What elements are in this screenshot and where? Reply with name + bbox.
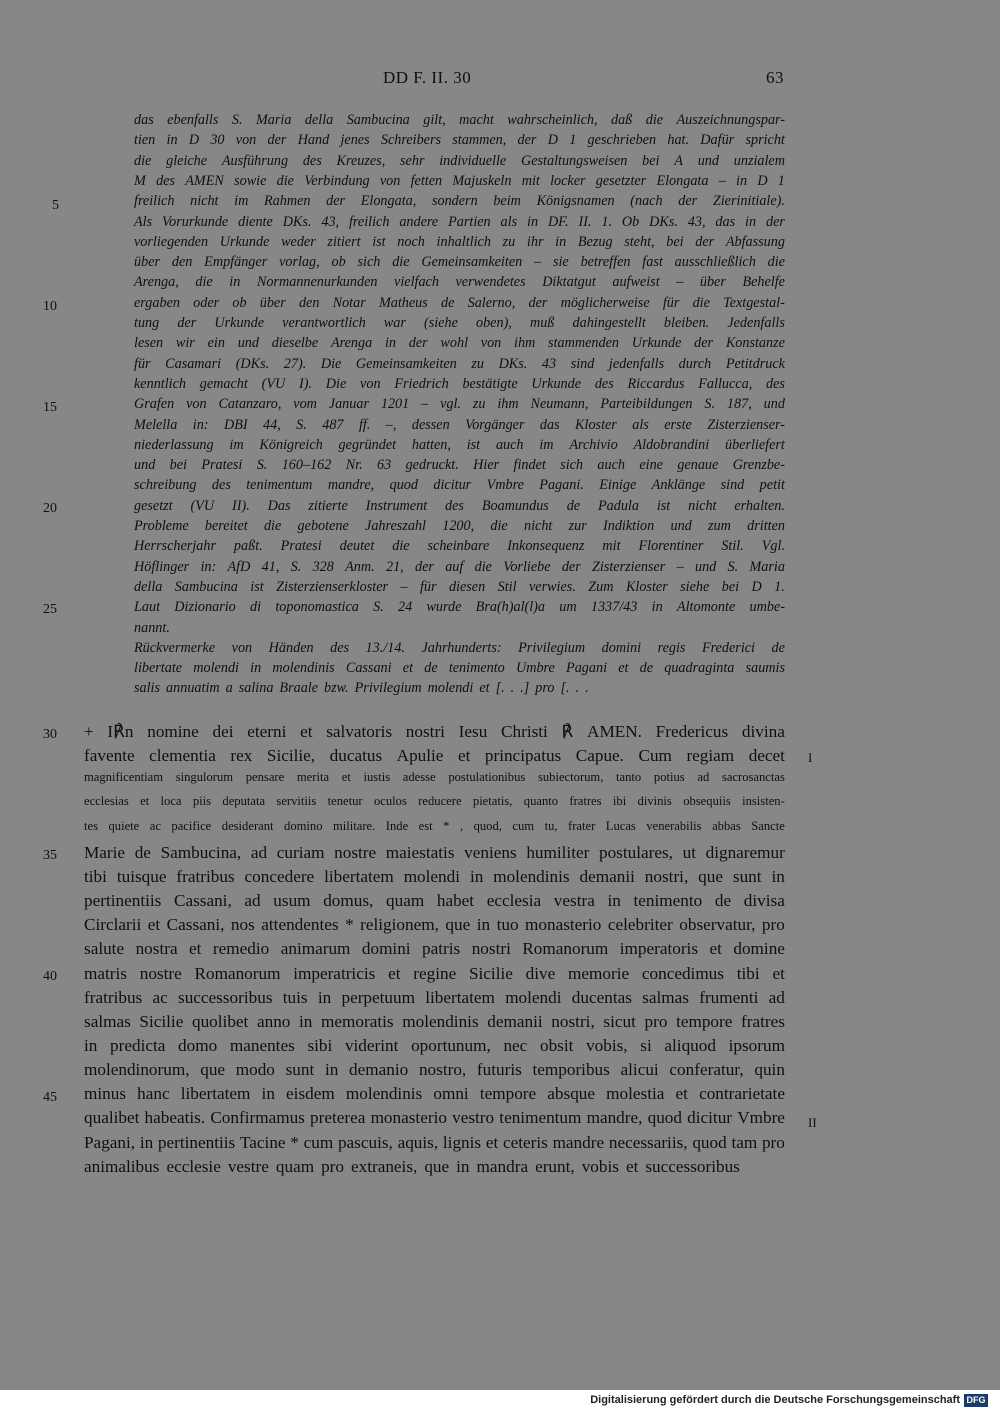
line-number: 15 (43, 400, 57, 415)
commentary-line: freilich nicht im Rahmen der Elongata, sondern beim Königsnamen (nach der Zierinitiale). (134, 193, 785, 210)
line-number: 20 (43, 501, 57, 516)
line-number: 30 (43, 727, 57, 742)
main-text-line: salute nostra et remedio animarum domini patris nostri Romanorum imperatoris et domine (84, 939, 785, 959)
commentary-line: tung der Urkunde verantwortlich war (siehe oben), muß dahingestellt bleiben. Jedenfalls (134, 315, 785, 331)
line-number: 25 (43, 602, 57, 617)
funding-credit: Digitalisierung gefördert durch die Deutsche Forschungsgemeinschaft (590, 1394, 960, 1406)
line-number: 10 (43, 299, 57, 314)
commentary-line: gesetzt (VU II). Das zitierte Instrument des Boamundus de Padula ist nicht erhalten. (134, 497, 785, 514)
commentary-line: die gleiche Ausführung des Kreuzes, sehr individuelle Gestaltungsweisen bei A und unzialem (134, 152, 785, 169)
commentary-line: ergaben oder ob über den Notar Matheus de Salerno, der möglicherweise für die Textgestal- (134, 294, 785, 311)
commentary-line: M des AMEN sowie die Verbindung von fetten Majuskeln mit locker gesetzter Elongata – in D 1 (134, 172, 785, 189)
header-title: DD F. II. 30 (383, 68, 472, 87)
main-text-line: molendinorum, que modo sunt in demanio nostro, futuris temporibus alicui conferatur, quin (84, 1060, 785, 1080)
commentary-line: Melella in: DBI 44, S. 487 ff. –, dessen Vorgänger das Kloster als erste Zisterzienser- (134, 416, 785, 433)
commentary-line: Rückvermerke von Händen des 13./14. Jahrhunderts: Privilegium domini regis Frederici de (134, 639, 785, 656)
main-text-line: minus hanc libertatem in eisdem molendinis omni tempore absque molestia et contrarietate (84, 1084, 785, 1104)
line-number: 5 (52, 198, 59, 213)
commentary-line: das ebenfalls S. Maria della Sambucina gilt, macht wahrscheinlich, daß die Auszeichnungspar- (134, 112, 785, 128)
main-text-line: Pagani, in pertinentiis Tacine * cum pascuis, aquis, lignis et ceteris mandre necessariis, quod tam pro (84, 1132, 785, 1152)
main-text-line: + I℟n nomine dei eterni et salvatoris nostri Iesu Christi ℟ AMEN. Fredericus divina (84, 722, 785, 741)
commentary-line: über den Empfänger vorlag, ob sich die Gemeinsamkeiten – sie betreffen fast ausschließlich die (134, 254, 785, 271)
commentary-line: Höflinger in: AfD 41, S. 328 Anm. 21, der auf die Vorliebe der Zisterzienser – und S. Maria (134, 558, 785, 575)
main-text-line: ecclesias et loca piis deputata servitiis tenetur oculos reducere pietatis, quanto fratres ibi divinis obsequiis insisten- (84, 794, 785, 809)
main-text-line: pertinentiis Cassani, ad usum domus, quam habet ecclesia vestra in tenimento de divisa (84, 891, 785, 911)
commentary-line: für Casamari (DKs. 27). Die Gemeinsamkeiten zu DKs. 43 sind jedenfalls durch Petitdruck (134, 355, 785, 372)
footer-bar (0, 1390, 1000, 1412)
commentary-line: libertate molendi in molendinis Cassani et de tenimento Umbre Pagani et de quadraginta saumis (134, 660, 785, 677)
dfg-logo: DFG (964, 1394, 988, 1407)
main-text-line: qualibet habeatis. Confirmamus preterea monasterio vestro tenimentum mandre, quod dicitur Vmbre (84, 1108, 785, 1128)
commentary-line: salis annuatim a salina Braale bzw. Privilegium molendi et [. . .] pro [. . . (134, 680, 589, 697)
line-number: 35 (43, 848, 57, 863)
main-text-line: Circlarii et Cassani, nos attendentes * religionem, que in tuo monasterio celebriter observatur, pro (84, 915, 785, 935)
line-number: 45 (43, 1090, 57, 1105)
main-text-line: Marie de Sambucina, ad curiam nostre maiestatis veniens humiliter postulares, ut dignaremur (84, 842, 785, 862)
running-header (0, 68, 1000, 90)
page-number: 63 (766, 68, 784, 87)
commentary-line: schreibung des tenimentum mandre, quod dicitur Vmbre Pagani. Einige Anklänge sind petit (134, 477, 785, 494)
main-text-line: favente clementia rex Sicilie, ducatus Apulie et principatus Capue. Cum regiam decet (84, 746, 785, 766)
main-text-line: fratribus ac successoribus tuis in perpetuum libertatem molendi ducentas salmas frumenti ad (84, 987, 785, 1007)
commentary-line: Probleme bereitet die gebotene Jahreszahl 1200, die nicht zur Indiktion und zum dritten (134, 518, 785, 534)
main-text-line: matris nostre Romanorum imperatricis et regine Sicilie dive memorie concedimus tibi et (84, 963, 785, 983)
commentary-line: tien in D 30 von der Hand jenes Schreibers stammen, der D 1 geschrieben hat. Dafür spricht (134, 132, 785, 149)
main-text-line: in predicta domo manentes sibi viderint oportunum, nec obsit vobis, si aliquod ipsorum (84, 1035, 785, 1055)
side-mark-I: I (808, 750, 813, 765)
main-text-line: salmas Sicilie quolibet anno in memoratis molendinis demanii nostri, sicut pro tempore fratres (84, 1011, 785, 1031)
commentary-line: und bei Pratesi S. 160–162 Nr. 63 gedruckt. Hier findet sich auch eine genaue Grenzbe- (134, 457, 785, 474)
commentary-line: Arenga, die in Normannenurkunden vielfach verwendetes Diktatgut aufweist – über Behelfe (134, 274, 785, 291)
commentary-line: Herrscherjahr paßt. Pratesi deutet die scheinbare Inkonsequenz mit Florentiner Stil. Vgl. (134, 538, 785, 555)
commentary-line: kenntlich gemacht (VU I). Die von Friedrich bestätigte Urkunde des Riccardus Fallucca, des (134, 375, 785, 392)
commentary-line: Laut Dizionario di toponomastica S. 24 wurde Bra(h)al(l)a um 1337/43 in Altomonte umbe- (134, 599, 785, 616)
main-text-line: magnificentiam singulorum pensare merita et iustis adesse postulationibus subiectorum, tanto potius ad sacrosanctas (84, 770, 785, 785)
line-number: 40 (43, 969, 57, 984)
commentary-line: vorliegenden Urkunde weder zitiert ist noch inhaltlich zu ihr in Bezug steht, bei der Abfassung (134, 233, 785, 250)
commentary-line: lesen wir ein und dieselbe Arenga in der wohl von ihm stammenden Urkunde der Konstanze (134, 335, 785, 352)
commentary-line: Als Vorurkunde diente DKs. 43, freilich andere Partien als in DF. II. 1. Ob DKs. 43, das in der (134, 213, 785, 230)
main-text-line: animalibus ecclesie vestre quam pro extraneis, que in mandra erunt, vobis et successoribus (84, 1156, 740, 1176)
main-text-line: tes quiete ac pacifice desiderant domino militare. Inde est * , quod, cum tu, frater Lucas venerabilis abbas Sancte (84, 818, 785, 833)
commentary-line: Grafen von Catanzaro, vom Januar 1201 – vgl. zu ihm Neumann, Parteibildungen S. 187, und (134, 396, 785, 413)
commentary-line: niederlassung im Königreich gegründet hatten, ist auch im Archivio Aldobrandini überliefert (134, 436, 785, 453)
commentary-line: nannt. (134, 619, 170, 636)
commentary-line: della Sambucina ist Zisterzienserkloster – für diesen Stil verwies. Zum Kloster siehe bei D 1. (134, 578, 785, 595)
main-text-line: tibi tuisque fratribus concedere libertatem molendi in molendinis demanii nostri, que sunt in (84, 866, 785, 886)
side-mark-II: II (808, 1115, 817, 1130)
